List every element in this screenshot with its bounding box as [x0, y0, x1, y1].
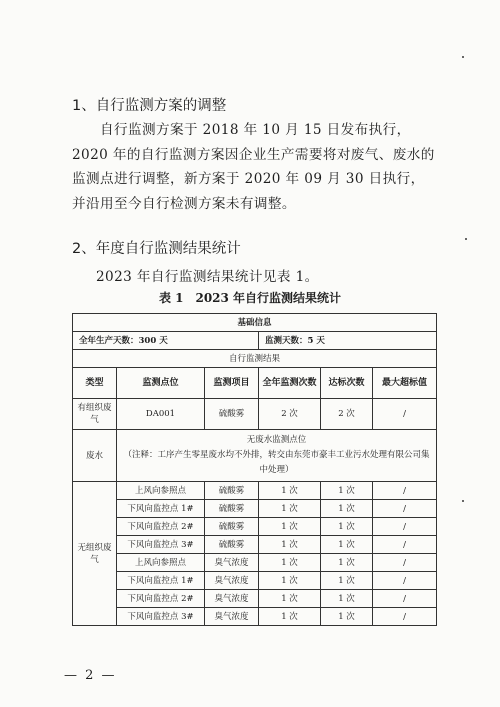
cell-item: 臭气浓度 [205, 572, 259, 590]
header-count: 全年监测次数 [259, 368, 321, 399]
table-row [73, 536, 437, 554]
table-row [73, 500, 437, 518]
table-row [73, 482, 437, 500]
header-passed: 达标次数 [321, 368, 373, 399]
production-days: 全年生产天数：300 天 [73, 332, 259, 350]
basic-info-title: 基础信息 [73, 314, 437, 332]
cell-passed: 1 次 [321, 536, 373, 554]
cell-count: 1 次 [259, 590, 321, 608]
scan-speck [465, 238, 467, 240]
cell-passed: 1 次 [321, 554, 373, 572]
cell-point: 下风向监控点 3# [117, 608, 205, 626]
header-item: 监测项目 [205, 368, 259, 399]
type-wastewater: 废水 [73, 430, 117, 482]
header-type: 类型 [73, 368, 117, 399]
cell-max-exceed: / [373, 399, 437, 430]
cell-passed: 1 次 [321, 608, 373, 626]
table-row [73, 590, 437, 608]
section-2-intro: 2023 年自行监测结果统计见表 1。 [96, 269, 319, 285]
table-row [73, 518, 437, 536]
cell-max-exceed: / [373, 554, 437, 572]
wastewater-note: （注释：工序产生零星废水均不外排，转交由东莞市豪丰工业污水处理有限公司集中处理） [123, 450, 430, 475]
table-row [73, 572, 437, 590]
cell-count: 1 次 [259, 536, 321, 554]
basic-info-row [73, 314, 437, 332]
cell-max-exceed: / [373, 608, 437, 626]
table-header-row [73, 368, 437, 399]
cell-item: 硫酸雾 [205, 500, 259, 518]
cell-count: 1 次 [259, 518, 321, 536]
section-2-heading: 2、年度自行监测结果统计 [72, 241, 241, 257]
table-row [73, 554, 437, 572]
cell-point: 下风向监控点 1# [117, 572, 205, 590]
table-row [73, 608, 437, 626]
cell-passed: 1 次 [321, 482, 373, 500]
cell-item: 硫酸雾 [205, 518, 259, 536]
type-organized-gas: 有组织废气 [73, 399, 117, 430]
cell-max-exceed: / [373, 536, 437, 554]
cell-point: 上风向参照点 [117, 554, 205, 572]
cell-item: 硫酸雾 [205, 536, 259, 554]
cell-passed: 1 次 [321, 572, 373, 590]
section-1-heading: 1、自行监测方案的调整 [72, 98, 227, 114]
results-title-row [73, 350, 437, 368]
wastewater-note-cell [117, 430, 437, 482]
cell-point: 下风向监控点 2# [117, 518, 205, 536]
cell-point: 上风向参照点 [117, 482, 205, 500]
scan-speck [462, 500, 464, 502]
days-row [73, 332, 437, 350]
cell-max-exceed: / [373, 500, 437, 518]
cell-point: 下风向监控点 1# [117, 500, 205, 518]
cell-count: 1 次 [259, 572, 321, 590]
cell-count: 2 次 [259, 399, 321, 430]
header-max-exceed: 最大超标值 [373, 368, 437, 399]
cell-count: 1 次 [259, 482, 321, 500]
cell-item: 硫酸雾 [205, 399, 259, 430]
wastewater-no-point: 无废水监测点位 [246, 435, 307, 445]
page-number: — 2 — [64, 668, 117, 683]
table-row [73, 399, 437, 430]
cell-max-exceed: / [373, 572, 437, 590]
cell-item: 臭气浓度 [205, 554, 259, 572]
cell-passed: 1 次 [321, 500, 373, 518]
cell-max-exceed: / [373, 590, 437, 608]
cell-count: 1 次 [259, 554, 321, 572]
scan-speck [462, 56, 464, 58]
cell-item: 硫酸雾 [205, 482, 259, 500]
results-title: 自行监测结果 [73, 350, 437, 368]
table-row [73, 430, 437, 482]
cell-passed: 1 次 [321, 590, 373, 608]
cell-count: 1 次 [259, 500, 321, 518]
cell-item: 臭气浓度 [205, 608, 259, 626]
cell-count: 1 次 [259, 608, 321, 626]
header-point: 监测点位 [117, 368, 205, 399]
cell-max-exceed: / [373, 482, 437, 500]
cell-point: DA001 [117, 399, 205, 430]
monitoring-results-table [72, 313, 437, 626]
type-unorganized-gas: 无组织废气 [73, 482, 117, 626]
cell-max-exceed: / [373, 518, 437, 536]
cell-item: 臭气浓度 [205, 590, 259, 608]
table-caption: 表 1 2023 年自行监测结果统计 [158, 291, 342, 305]
cell-passed: 2 次 [321, 399, 373, 430]
cell-passed: 1 次 [321, 518, 373, 536]
monitoring-days: 监测天数：5 天 [259, 332, 437, 350]
section-1-paragraph: 自行监测方案于 2018 年 10 月 15 日发布执行，2020 年的自行监测方案因企业生产需要将对废气、废水的监测点进行调整，新方案于 2020 年 09 月 30 日执行，并沿用至今自行检测方案未有调整。 [72, 122, 435, 212]
cell-point: 下风向监控点 2# [117, 590, 205, 608]
cell-point: 下风向监控点 3# [117, 536, 205, 554]
